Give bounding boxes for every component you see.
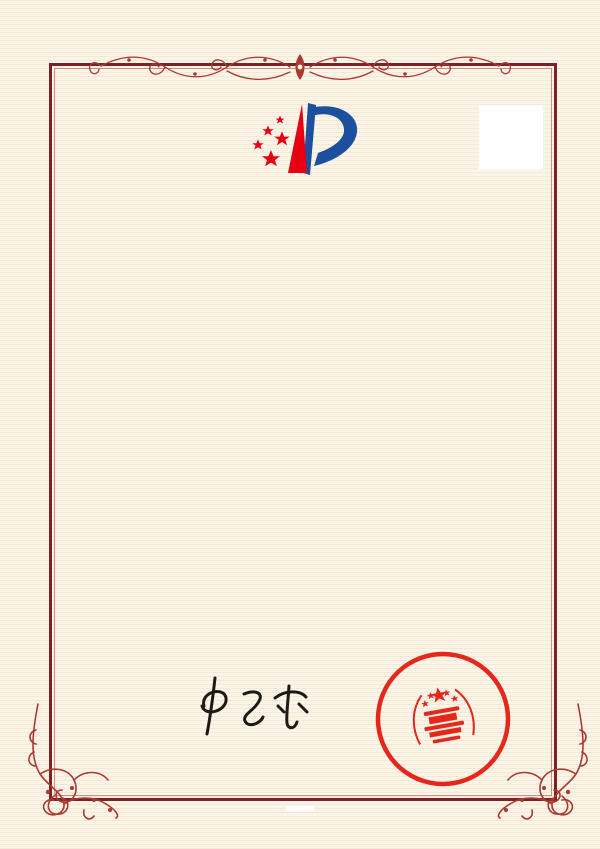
field-label [76,285,170,322]
field-label [76,394,170,431]
cnipa-patent-logo-icon [244,99,366,181]
field-label [76,358,170,395]
field-row-address [76,431,548,468]
field-row-invention-name [76,248,548,285]
field-row-inventor [76,285,548,322]
field-label [76,431,170,468]
official-seal-icon [372,648,514,790]
field-label [76,467,170,504]
field-row-patentee [76,394,548,431]
field-list [76,248,548,504]
qr-code-icon [479,105,543,169]
field-row-grant [76,467,548,504]
field-row-patent-number [76,321,548,358]
field-label [76,321,170,358]
barcode-icon [85,634,240,651]
continuation-note [286,806,314,812]
handwritten-signature-icon [182,668,317,740]
field-row-filing-date [76,358,548,395]
field-label [76,248,170,285]
